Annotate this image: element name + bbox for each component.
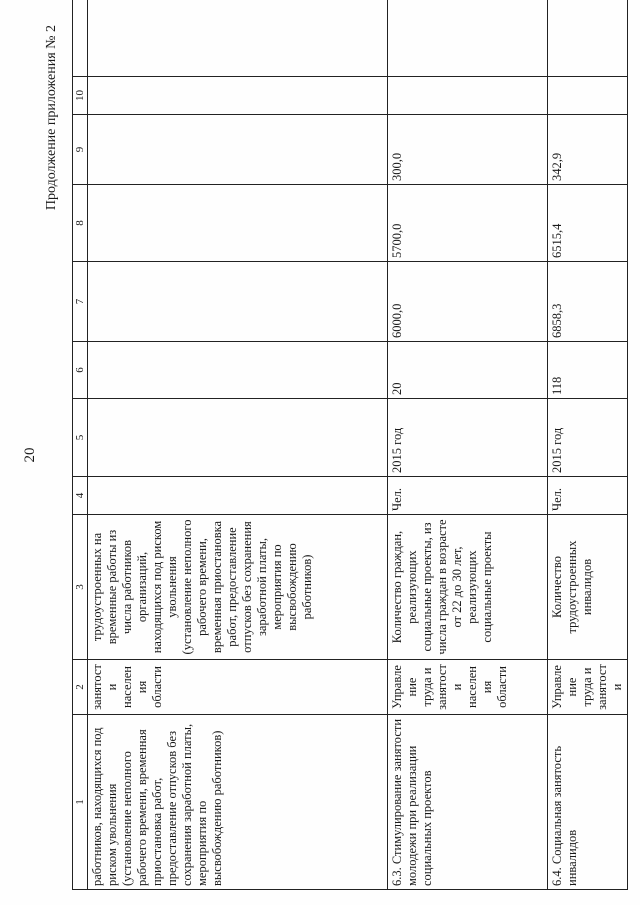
value-cell bbox=[88, 0, 388, 77]
year-cell bbox=[88, 399, 388, 477]
unit-cell: Чел. bbox=[548, 477, 628, 515]
value-cell bbox=[388, 77, 548, 115]
value-cell: 6000,0 bbox=[388, 262, 548, 342]
indicator-cell: Количество трудоустроенных инвалидов bbox=[548, 515, 628, 660]
appendix-table bbox=[72, 0, 628, 890]
page-number: 20 bbox=[22, 447, 38, 463]
table-row bbox=[388, 0, 548, 890]
value-cell: 20 bbox=[388, 342, 548, 399]
column-header: 9 bbox=[73, 115, 88, 185]
unit-cell bbox=[88, 477, 388, 515]
column-header: 5 bbox=[73, 399, 88, 477]
activity-cell: 6.3. Стимулирование занятости молодежи при реализации социальных проектов bbox=[388, 715, 548, 890]
activity-cell: работников, находящихся под риском увольнения (установление неполного рабочего времени, временная приостановка работ, предоставление отпусков без сохранения заработной платы, мероприятия по высвобождению работников) bbox=[88, 715, 388, 890]
value-cell bbox=[548, 77, 628, 115]
column-header: 6 bbox=[73, 342, 88, 399]
activity-cell: 6.4. Социальная занятость инвалидов bbox=[548, 715, 628, 890]
value-cell: 6858,3 bbox=[548, 262, 628, 342]
value-cell: 6515,4 bbox=[548, 185, 628, 262]
value-cell bbox=[88, 115, 388, 185]
indicator-cell: трудоустроенных на временные работы из числа работников организаций, находящихся под риском увольнения (установление неполного рабочего времени, временная приостановка работ, предоставление отпусков без сохранения заработной платы, мероприятия по высвобождению работников) bbox=[88, 515, 388, 660]
column-header bbox=[73, 0, 88, 77]
value-cell bbox=[548, 0, 628, 77]
column-header: 8 bbox=[73, 185, 88, 262]
value-cell bbox=[88, 185, 388, 262]
year-cell: 2015 год bbox=[388, 399, 548, 477]
column-header: 1 bbox=[73, 715, 88, 890]
value-cell: 300,0 bbox=[388, 115, 548, 185]
appendix-caption: Продолжение приложения № 2 bbox=[44, 25, 59, 211]
column-header: 7 bbox=[73, 262, 88, 342]
executor-cell: Управление труда и занятости bbox=[548, 660, 628, 715]
value-cell bbox=[88, 77, 388, 115]
column-header: 3 bbox=[73, 515, 88, 660]
value-cell: 342,9 bbox=[548, 115, 628, 185]
table-row bbox=[548, 0, 628, 890]
value-cell bbox=[388, 0, 548, 77]
executor-cell: занятости населения области bbox=[88, 660, 388, 715]
executor-cell: Управление труда и занятости населения области bbox=[388, 660, 548, 715]
table-row bbox=[88, 0, 388, 890]
column-number-row bbox=[73, 0, 88, 890]
value-cell: 118 bbox=[548, 342, 628, 399]
unit-cell: Чел. bbox=[388, 477, 548, 515]
column-header: 10 bbox=[73, 77, 88, 115]
year-cell: 2015 год bbox=[548, 399, 628, 477]
value-cell: 5700,0 bbox=[388, 185, 548, 262]
column-header: 4 bbox=[73, 477, 88, 515]
value-cell bbox=[88, 342, 388, 399]
value-cell bbox=[88, 262, 388, 342]
indicator-cell: Количество граждан, реализующих социальные проекты, из числа граждан в возрасте от 22 до 30 лет, реализующих социальные проекты bbox=[388, 515, 548, 660]
column-header: 2 bbox=[73, 660, 88, 715]
